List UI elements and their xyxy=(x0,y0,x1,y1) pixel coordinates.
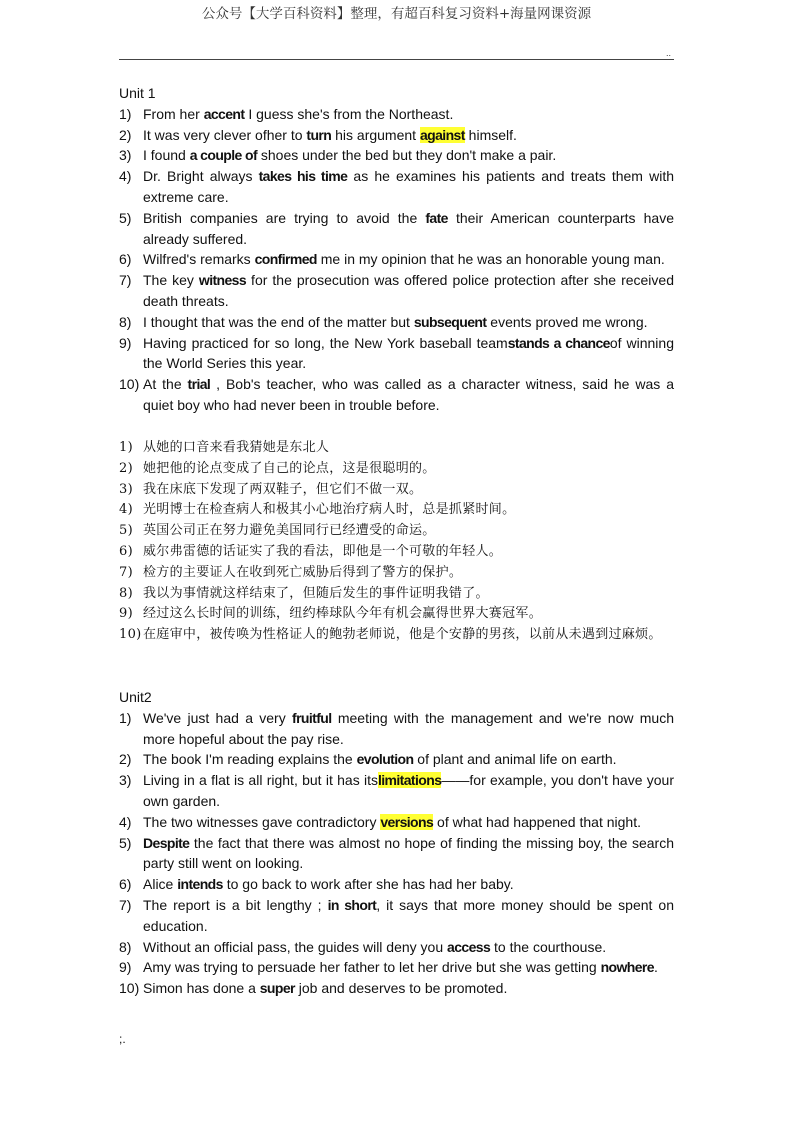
item-number: 3) xyxy=(119,481,133,497)
item-number: 8) xyxy=(119,313,132,330)
sentence-text: Without an official pass, the guides will deny you xyxy=(143,938,448,955)
keyword: super xyxy=(259,980,295,997)
sentence-text: The key xyxy=(143,272,199,289)
sentence-text: 在庭审中，被传唤为性格证人的鲍勃老师说，他是个安静的男孩，以前从未遇到过麻烦。 xyxy=(143,627,662,643)
list-item xyxy=(119,104,674,125)
sentence-text: British companies are trying to avoid the xyxy=(143,209,426,226)
list-item xyxy=(119,584,674,605)
unit1-title: Unit 1 xyxy=(119,85,156,101)
unit2-title: Unit2 xyxy=(119,689,152,705)
item-number: 8) xyxy=(119,938,132,955)
sentence-text: meeting with the management and we're now much more hopeful about the pay rise. xyxy=(143,709,674,747)
item-number: 5) xyxy=(119,834,132,851)
sentence-text: I found xyxy=(143,147,190,164)
item-number: 8) xyxy=(119,585,133,601)
keyword: takes his time xyxy=(258,168,348,185)
sentence-text: Having practiced for so long, the New York baseball team xyxy=(143,334,508,351)
list-item xyxy=(119,563,674,584)
item-number: 9) xyxy=(119,959,132,976)
sentence-text: We've just had a very xyxy=(143,709,293,726)
item-number: 6) xyxy=(119,543,133,559)
sentence-text: Wilfred's remarks xyxy=(143,251,255,268)
item-number: 2) xyxy=(119,126,132,143)
keyword: accent xyxy=(203,105,245,122)
footer-mark: ;. xyxy=(119,1032,126,1046)
item-number: 6) xyxy=(119,251,132,268)
unit1-translation-section xyxy=(119,438,674,646)
item-number: 10) xyxy=(119,627,142,643)
sentence-text: , Bob's teacher, who was called as a character witness, said he was a quiet boy who had never been in trouble before. xyxy=(143,376,674,413)
item-number: 4) xyxy=(119,168,132,185)
item-number: 4) xyxy=(119,813,132,830)
sentence-text: 英国公司正在努力避免美国同行已经遭受的命运。 xyxy=(143,523,436,539)
keyword: in short xyxy=(327,896,377,913)
keyword: witness xyxy=(198,272,247,289)
list-item xyxy=(119,312,674,333)
list-item xyxy=(119,374,674,416)
unit1-sentence-list xyxy=(119,104,674,416)
list-item xyxy=(119,625,674,646)
list-item xyxy=(119,145,674,166)
list-item xyxy=(119,749,674,770)
highlighted-keyword: limitations xyxy=(377,772,442,789)
sentence-text: From her xyxy=(143,105,204,122)
list-item xyxy=(119,770,674,812)
sentence-text: 威尔弗雷德的话证实了我的看法，即他是一个可敬的年轻人。 xyxy=(143,543,503,559)
sentence-text: himself. xyxy=(464,126,517,143)
keyword: fruitful xyxy=(292,709,332,726)
item-number: 1) xyxy=(119,440,133,455)
sentence-text: 经过这么长时间的训练，纽约棒球队今年有机会赢得世界大赛冠军。 xyxy=(143,606,543,622)
item-number: 9) xyxy=(119,606,133,622)
highlighted-keyword: versions xyxy=(380,813,434,830)
list-item xyxy=(119,500,674,521)
sentence-text: to go back to work after she has had her baby. xyxy=(222,876,514,893)
sentence-text: I thought that was the end of the matter but xyxy=(143,313,414,330)
sentence-text: me in my opinion that he was an honorable young man. xyxy=(316,251,665,268)
sentence-text: ——for example, you don't have your own garden. xyxy=(143,772,674,809)
sentence-text: It was very clever ofher to xyxy=(143,126,307,143)
list-item xyxy=(119,542,674,563)
list-item xyxy=(119,978,674,999)
item-number: 1) xyxy=(119,709,132,726)
keyword: fate xyxy=(425,209,448,226)
unit1-translation-list xyxy=(119,438,674,646)
item-number: 7) xyxy=(119,896,132,913)
keyword: intends xyxy=(177,876,223,893)
sentence-text: as he examines his patients and treats them with extreme care. xyxy=(143,168,674,205)
list-item xyxy=(119,521,674,542)
sentence-text: 光明博士在检查病人和极其小心地治疗病人时，总是抓紧时间。 xyxy=(143,502,516,518)
sentence-text: At the xyxy=(143,376,188,393)
item-number: 7) xyxy=(119,272,132,289)
item-number: 10) xyxy=(119,980,140,997)
list-item xyxy=(119,895,674,937)
list-item xyxy=(119,125,674,146)
header-rule xyxy=(119,59,674,60)
list-item xyxy=(119,708,674,750)
keyword: Despite xyxy=(143,834,190,851)
keyword: nowhere xyxy=(600,959,654,976)
sentence-text: Dr. Bright always xyxy=(143,168,259,185)
sentence-text: of plant and animal life on earth. xyxy=(413,751,617,768)
list-item xyxy=(119,957,674,978)
list-item xyxy=(119,249,674,270)
sentence-text: The book I'm reading explains the xyxy=(143,751,357,768)
sentence-text: the fact that there was almost no hope of finding the missing boy, the search party still went on looking. xyxy=(143,834,674,872)
list-item xyxy=(119,937,674,958)
list-item xyxy=(119,812,674,833)
sentence-text: Amy was trying to persuade her father to let her drive but she was getting xyxy=(143,959,601,976)
sentence-text: The two witnesses gave contradictory xyxy=(143,813,381,830)
highlighted-keyword: against xyxy=(419,126,465,143)
list-item xyxy=(119,270,674,312)
sentence-text: The report is a bit lengthy ; xyxy=(143,896,328,913)
item-number: 3) xyxy=(119,772,132,789)
unit1-section xyxy=(119,83,674,416)
unit2-section xyxy=(119,687,674,999)
unit2-sentence-list xyxy=(119,708,674,999)
sentence-text: 我以为事情就这样结束了，但随后发生的事件证明我错了。 xyxy=(143,585,489,601)
sentence-text: . xyxy=(653,959,658,976)
sentence-text: 她把他的论点变成了自己的论点，这是很聪明的。 xyxy=(143,460,436,476)
item-number: 1) xyxy=(119,105,132,122)
list-item xyxy=(119,480,674,501)
sentence-text: 我在床底下发现了两双鞋子，但它们不做一双。 xyxy=(143,481,423,497)
sentence-text: their American counterparts have already suffered. xyxy=(143,209,674,247)
sentence-text: of what had happened that night. xyxy=(433,813,641,830)
sentence-text: I guess she's from the Northeast. xyxy=(244,105,454,122)
list-item xyxy=(119,208,674,250)
item-number: 10) xyxy=(119,376,140,393)
header-mark: .. xyxy=(666,48,672,58)
list-item xyxy=(119,438,674,459)
sentence-text: Living in a flat is all right, but it has its xyxy=(143,772,378,789)
item-number: 6) xyxy=(119,876,132,893)
item-number: 2) xyxy=(119,460,133,476)
list-item xyxy=(119,459,674,480)
sentence-text: job and deserves to be promoted. xyxy=(294,980,508,997)
item-number: 3) xyxy=(119,147,132,164)
sentence-text: Simon has done a xyxy=(143,980,260,997)
sentence-text: events proved me wrong. xyxy=(486,313,648,330)
item-number: 5) xyxy=(119,523,133,539)
list-item xyxy=(119,874,674,895)
sentence-text: , it says that more money should be spent on education. xyxy=(143,896,675,934)
list-item xyxy=(119,833,674,875)
keyword: a couple of xyxy=(189,147,257,164)
keyword: turn xyxy=(306,126,332,143)
sentence-text: Alice xyxy=(143,876,178,893)
item-number: 5) xyxy=(119,209,132,226)
sentence-text: 检方的主要证人在收到死亡威胁后得到了警方的保护。 xyxy=(143,564,463,580)
page-header-banner: 公众号【大学百科资料】整理，有超百科复习资料+海量网课资源 xyxy=(201,6,592,22)
keyword: evolution xyxy=(356,751,414,768)
item-number: 7) xyxy=(119,564,133,580)
item-number: 9) xyxy=(119,334,132,351)
list-item xyxy=(119,604,674,625)
list-item xyxy=(119,333,674,375)
keyword: trial xyxy=(187,376,211,393)
sentence-text: of winning the World Series this year. xyxy=(143,334,674,372)
sentence-text: 从她的口音来看我猜她是东北人 xyxy=(143,440,330,455)
keyword: stands a chance xyxy=(507,334,610,351)
keyword: subsequent xyxy=(413,313,487,330)
sentence-text: his argument xyxy=(331,126,420,143)
keyword: access xyxy=(447,938,491,955)
list-item xyxy=(119,166,674,208)
item-number: 4) xyxy=(119,502,133,518)
keyword: confirmed xyxy=(254,251,317,268)
sentence-text: for the prosecution was offered police protection after she received death threats. xyxy=(143,272,674,309)
sentence-text: to the courthouse. xyxy=(490,938,607,955)
sentence-text: shoes under the bed but they don't make a pair. xyxy=(257,147,557,164)
item-number: 2) xyxy=(119,751,132,768)
